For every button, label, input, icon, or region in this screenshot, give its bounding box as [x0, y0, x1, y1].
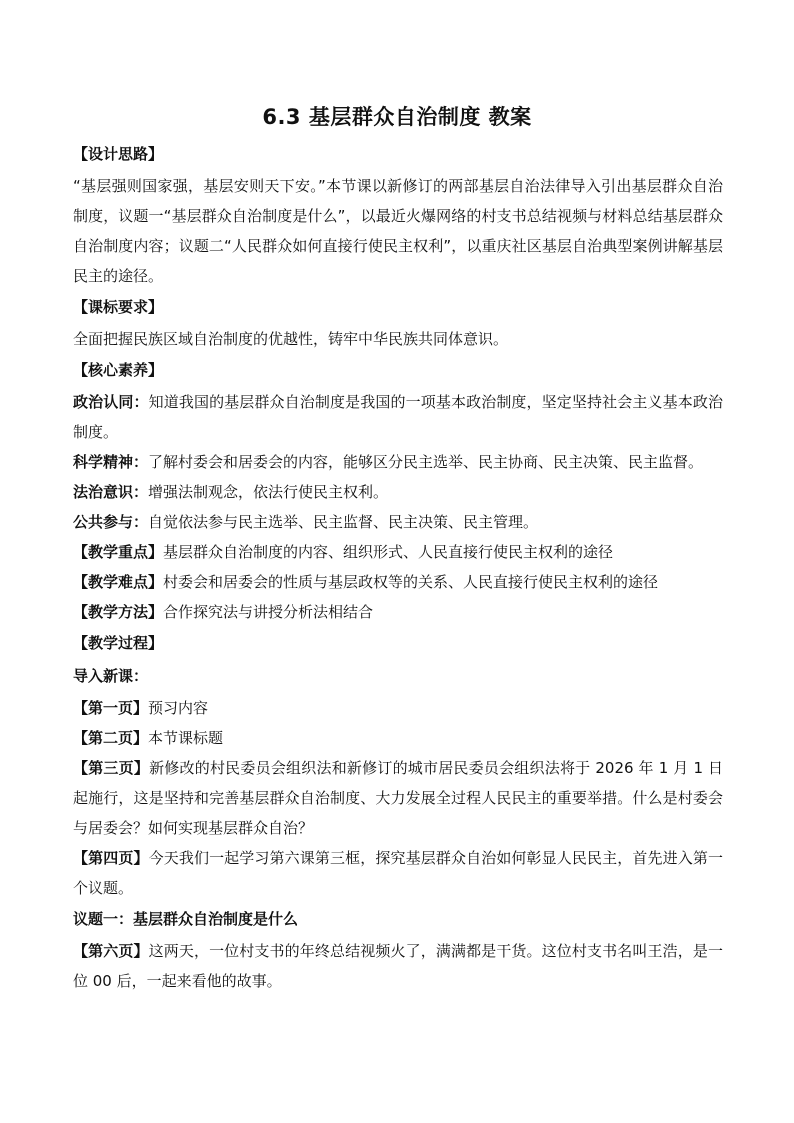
difficult-point-text: 村委会和居委会的性质与基层政权等的关系、人民直接行使民主权利的途径 [163, 573, 659, 591]
method-text: 合作探究法与讲授分析法相结合 [163, 603, 374, 621]
design-text: “基层强则国家强，基层安则天下安。”本节课以新修订的两部基层自治法律导入引出基层群众自治制度，议题一“基层群众自治制度是什么”，以最近火爆网络的村支书总结视频与材料总结基层群众自治制度内容；议题二“人民群众如何直接行使民主权利”，以重庆社区基层自治典型案例讲解基层民主的途径。 [73, 177, 723, 285]
literacy-political [73, 387, 723, 447]
literacy-text: 增强法制观念，依法行使民主权利。 [148, 483, 389, 501]
slide-text: 预习内容 [148, 699, 209, 717]
teaching-method [73, 597, 723, 627]
literacy-label: 科学精神： [73, 453, 149, 471]
difficult-point [73, 567, 723, 597]
slide-label: 【第四页】 [73, 849, 149, 867]
slide-text: 这两天，一位村支书的年终总结视频火了，满满都是干货。这位村支书名叫王浩，是一位 00 后，一起来看他的故事。 [73, 942, 723, 990]
difficult-point-label: 【教学难点】 [73, 573, 164, 591]
standard-text: 全面把握民族区域自治制度的优越性，铸牢中华民族共同体意识。 [73, 330, 509, 348]
key-point-text: 基层群众自治制度的内容、组织形式、人民直接行使民主权利的途径 [163, 543, 614, 561]
literacy-label: 法治意识： [73, 483, 149, 501]
literacy-label: 政治认同： [73, 393, 149, 411]
slide-6 [73, 936, 723, 996]
literacy-science [73, 447, 723, 477]
slide-text: 新修改的村民委员会组织法和新修订的城市居民委员会组织法将于 2026 年 1 月 1 日起施行，这是坚持和完善基层群众自治制度、大力发展全过程人民民主的重要举措。什么是村委会与居委会？如何实现基层群众自治？ [73, 759, 723, 837]
slide-4 [73, 843, 723, 903]
slide-text: 今天我们一起学习第六课第三框，探究基层群众自治如何彰显人民民主，首先进入第一个议题。 [73, 849, 723, 897]
key-point [73, 537, 723, 567]
slide-text: 本节课标题 [148, 729, 224, 747]
literacy-text: 自觉依法参与民主选举、民主监督、民主决策、民主管理。 [148, 513, 539, 531]
literacy-text: 了解村委会和居委会的内容，能够区分民主选举、民主协商、民主决策、民主监督。 [148, 453, 704, 471]
slide-3 [73, 753, 723, 843]
slide-2 [73, 723, 723, 753]
document-title: 6.3 基层群众自治制度 教案 [262, 105, 532, 129]
slide-label: 【第一页】 [73, 699, 149, 717]
literacy-label: 公共参与： [73, 513, 149, 531]
literacy-law [73, 477, 723, 507]
slide-label: 【第六页】 [73, 942, 149, 960]
slide-label: 【第三页】 [73, 759, 150, 777]
method-label: 【教学方法】 [73, 603, 164, 621]
literacy-heading: 【核心素养】 [73, 361, 164, 379]
key-point-label: 【教学重点】 [73, 543, 164, 561]
document-body [73, 138, 723, 996]
literacy-text: 知道我国的基层群众自治制度是我国的一项基本政治制度，坚定坚持社会主义基本政治制度。 [73, 393, 723, 441]
slide-1 [73, 693, 723, 723]
design-heading: 【设计思路】 [73, 145, 164, 163]
process-heading: 【教学过程】 [73, 634, 164, 652]
topic1-heading: 议题一：基层群众自治制度是什么 [73, 910, 299, 928]
standard-heading: 【课标要求】 [73, 298, 164, 316]
slide-label: 【第二页】 [73, 729, 149, 747]
literacy-public [73, 507, 723, 537]
intro-heading: 导入新课： [73, 667, 149, 685]
